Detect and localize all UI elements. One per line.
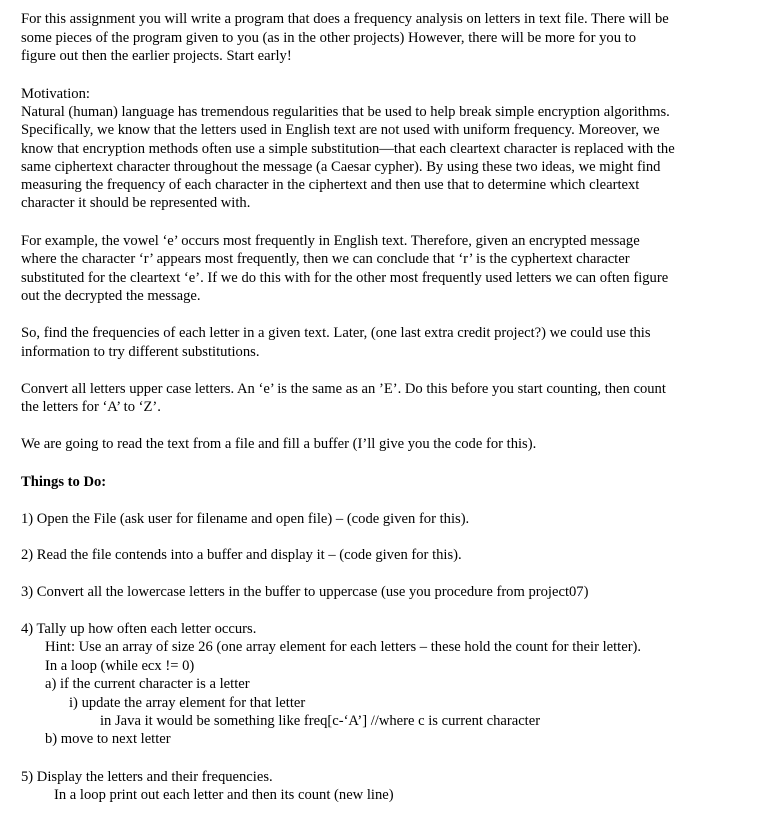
step-item: 5) Display the letters and their frequencies. <box>21 769 273 785</box>
step-item: 2) Read the file contends into a buffer and display it – (code given for this). <box>21 547 462 563</box>
motivation-line: Specifically, we know that the letters used in English text are not used with uniform frequency. Moreover, we <box>21 122 660 138</box>
example-line: where the character ‘r’ appears most frequently, then we can conclude that ‘r’ is the cyphertext character <box>21 251 630 267</box>
step-item: 3) Convert all the lowercase letters in the buffer to uppercase (use you procedure from project07) <box>21 584 589 600</box>
things-heading: Things to Do: <box>21 474 107 490</box>
substep-item: a) if the current character is a letter <box>45 676 250 692</box>
motivation-line: know that encryption methods often use a simple substitution—that each cleartext character is replaced with the <box>21 141 675 157</box>
step-hint: Hint: Use an array of size 26 (one array element for each letters – these hold the count for their letter). <box>45 639 642 655</box>
intro-line: figure out then the earlier projects. Start early! <box>21 48 292 64</box>
step-item: 4) Tally up how often each letter occurs. <box>21 621 257 637</box>
substep-note: in Java it would be something like freq[c-‘A’] //where c is current character <box>100 713 541 729</box>
substep-item: b) move to next letter <box>45 731 171 747</box>
convert-line: the letters for ‘A’ to ‘Z’. <box>21 399 161 415</box>
motivation-line: Natural (human) language has tremendous regularities that be used to help break simple encryption algorithms. <box>21 104 670 120</box>
motivation-line: same ciphertext character throughout the message (a Caesar cypher). By using these two ideas, we might find <box>21 159 661 175</box>
motivation-line: character it should be represented with. <box>21 195 251 211</box>
example-line: substituted for the cleartext ‘e’. If we do this with for the other most frequently used letters we can often figure <box>21 270 669 286</box>
intro-line: some pieces of the program given to you (as in the other projects) However, there will be more for you to <box>21 30 637 46</box>
so-find-line: So, find the frequencies of each letter in a given text. Later, (one last extra credit project?) we could use this <box>21 325 651 341</box>
step-hint: In a loop print out each letter and then its count (new line) <box>54 787 394 803</box>
read-text-line: We are going to read the text from a file and fill a buffer (I’ll give you the code for this). <box>21 436 537 452</box>
step-item: 1) Open the File (ask user for filename and open file) – (code given for this). <box>21 511 470 527</box>
convert-line: Convert all letters upper case letters. An ‘e’ is the same as an ’E’. Do this before you start counting, then count <box>21 381 666 397</box>
substep-item: i) update the array element for that letter <box>69 695 306 711</box>
so-find-line: information to try different substitutions. <box>21 344 260 360</box>
intro-line: For this assignment you will write a program that does a frequency analysis on letters in text file. There will be <box>21 11 669 27</box>
example-line: For example, the vowel ‘e’ occurs most frequently in English text. Therefore, given an encrypted message <box>21 233 640 249</box>
motivation-line: measuring the frequency of each character in the ciphertext and then use that to determine which cleartext <box>21 177 640 193</box>
example-line: out the decrypted the message. <box>21 288 201 304</box>
motivation-heading: Motivation: <box>21 86 90 102</box>
step-hint: In a loop (while ecx != 0) <box>45 658 195 674</box>
